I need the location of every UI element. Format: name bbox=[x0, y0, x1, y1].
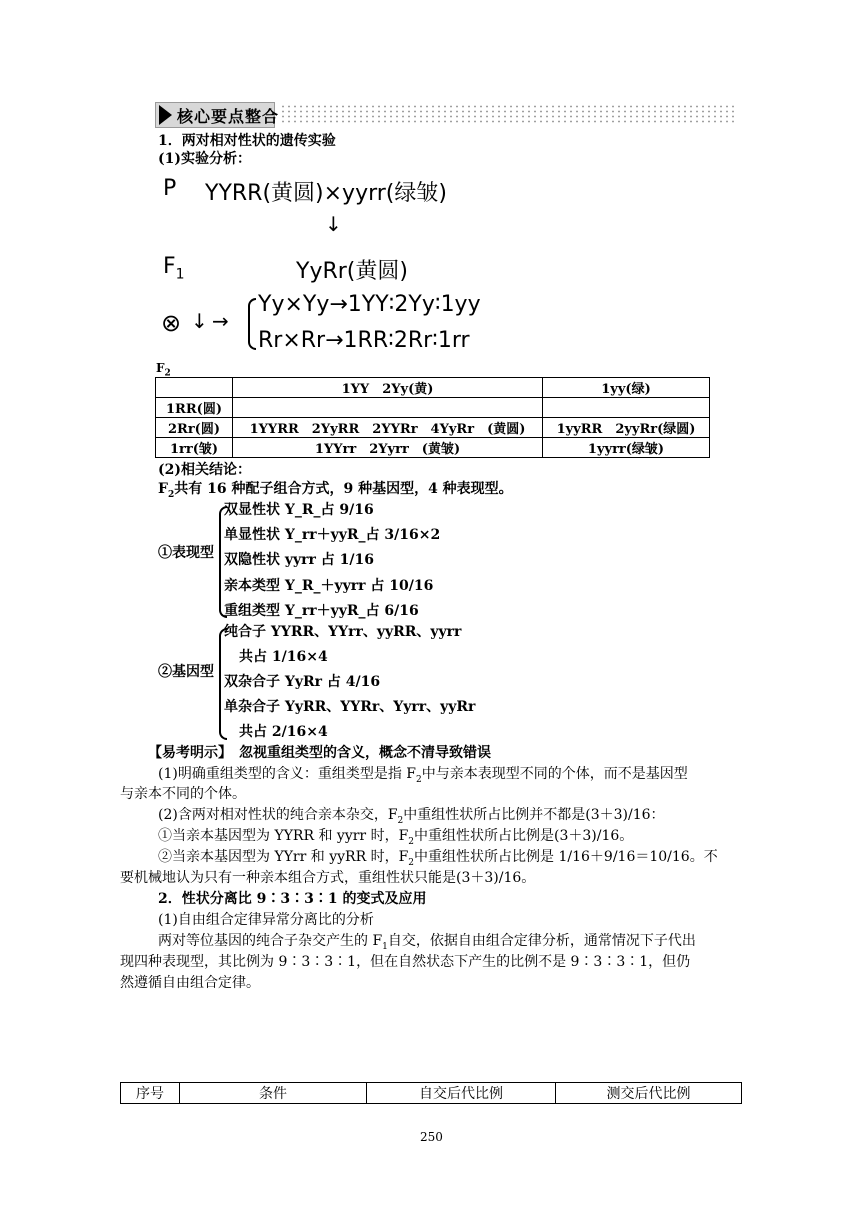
table-cell bbox=[156, 378, 233, 398]
phenotype-item: 双隐性状 yyrr 占 1/16 bbox=[224, 552, 374, 568]
table-row bbox=[156, 398, 710, 418]
table-row bbox=[121, 1083, 742, 1104]
phenotype-item: 双显性状 Y_R_占 9/16 bbox=[224, 502, 374, 518]
phenotype-item: 重组类型 Y_rr＋yyR_占 6/16 bbox=[224, 603, 419, 619]
dotted-divider bbox=[280, 104, 735, 124]
section2-sub1: (1)自由组合定律异常分离比的分析 bbox=[158, 912, 374, 928]
p-cross: YYRR(黄圆)×yyrr(绿皱) bbox=[205, 181, 447, 206]
table-cell bbox=[543, 398, 710, 418]
f2-table-label: $F_2$ bbox=[156, 361, 171, 379]
table-header-cell: 自交后代比例 bbox=[367, 1083, 556, 1104]
genotype-item: 共占 1/16×4 bbox=[239, 649, 328, 665]
f1-value: YyRr(黄圆) bbox=[296, 259, 408, 284]
section2-para-cont2: 然遵循自由组合定律。 bbox=[120, 975, 260, 991]
selfing-down-arrow-icon: ↓ bbox=[191, 309, 208, 333]
table-header-cell: 条件 bbox=[180, 1083, 367, 1104]
table-row bbox=[156, 438, 710, 458]
cross-line-rr: Rr×Rr→1RR∶2Rr∶1rr bbox=[258, 328, 470, 353]
table-cell: 1RR(圆) bbox=[156, 398, 233, 418]
section1-heading: 1．两对相对性状的遗传实验 bbox=[158, 133, 336, 149]
right-arrow-icon: → bbox=[212, 309, 229, 333]
table-cell: 1YYrr 2Yyrr (黄皱) bbox=[233, 438, 543, 458]
table-cell: 1rr(皱) bbox=[156, 438, 233, 458]
table-header-cell: 测交后代比例 bbox=[556, 1083, 742, 1104]
genotype-item: 单杂合子 YyRR、YYRr、Yyrr、yyRr bbox=[224, 699, 476, 715]
table-row bbox=[156, 418, 710, 438]
section1-sub1: (1)实验分析： bbox=[158, 151, 251, 167]
table-cell: 2Rr(圆) bbox=[156, 418, 233, 438]
phenotype-item: 亲本类型 Y_R_＋yyrr 占 10/16 bbox=[224, 578, 434, 594]
table-cell bbox=[233, 398, 543, 418]
section2-para: 两对等位基因的纯合子杂交产生的 $F_1$自交，依据自由组合定律分析，通常情况下子代出 bbox=[158, 933, 696, 952]
section-banner bbox=[155, 102, 280, 128]
banner-title: 核心要点整合 bbox=[177, 107, 280, 126]
phenotype-label: ①表现型 bbox=[158, 545, 214, 561]
section2-heading: 2．性状分离比 9∶3∶3∶1 的变式及应用 bbox=[158, 891, 427, 907]
f1-label: $F_1$ bbox=[163, 254, 185, 283]
table-row bbox=[156, 378, 710, 398]
cross-brace bbox=[248, 298, 256, 350]
f2-table bbox=[155, 377, 710, 458]
genotype-label: ②基因型 bbox=[158, 664, 214, 680]
genotype-item: 纯合子 YYRR、YYrr、yyRR、yyrr bbox=[224, 624, 462, 640]
table-cell: 1yy(绿) bbox=[543, 378, 710, 398]
p-label: P bbox=[163, 176, 177, 201]
table-cell: 1YY 2Yy(黄) bbox=[233, 378, 543, 398]
genotype-item: 双杂合子 YyRr 占 4/16 bbox=[224, 674, 381, 690]
tip-p2: (2)含两对相对性状的纯合亲本杂交，$F_2$中重组性状所占比例并不都是(3＋3)/16： bbox=[158, 807, 665, 826]
table-cell: 1yyrr(绿皱) bbox=[543, 438, 710, 458]
table-cell: 1yyRR 2yyRr(绿圆) bbox=[543, 418, 710, 438]
selfing-icon: ⊗ bbox=[161, 309, 182, 337]
tip-title: 【易考明示】 忽视重组类型的含义，概念不清导致错误 bbox=[148, 745, 491, 761]
table-header-cell: 序号 bbox=[121, 1083, 180, 1104]
tip-p4-cont: 要机械地认为只有一种亲本组合方式，重组性状只能是(3＋3)/16。 bbox=[120, 870, 536, 886]
down-arrow-icon: ↓ bbox=[325, 212, 342, 236]
section2-para-cont: 现四种表现型，其比例为 9∶3∶3∶1，但在自然状态下产生的比例不是 9∶3∶3∶1，但仍 bbox=[120, 954, 691, 970]
tip-p3: ①当亲本基因型为 YYRR 和 yyrr 时，$F_2$中重组性状所占比例是(3＋3)/16。 bbox=[158, 828, 634, 847]
ratio-table bbox=[120, 1082, 742, 1104]
table-cell: 1YYRR 2YyRR 2YYRr 4YyRr (黄圆) bbox=[233, 418, 543, 438]
cross-line-yy: Yy×Yy→1YY∶2Yy∶1yy bbox=[258, 292, 481, 317]
phenotype-item: 单显性状 Y_rr＋yyR_占 3/16×2 bbox=[224, 527, 441, 543]
page-number: 250 bbox=[420, 1130, 443, 1144]
tip-p4: ②当亲本基因型为 YYrr 和 yyRR 时，$F_2$中重组性状所占比例是 1/16＋9/16＝10/16。不 bbox=[158, 849, 718, 868]
conclusion-sub2: (2)相关结论： bbox=[158, 462, 251, 478]
banner-arrow-icon bbox=[159, 105, 172, 125]
tip-p1: (1)明确重组类型的含义：重组类型是指 $F_2$中与亲本表现型不同的个体，而不是基因型 bbox=[158, 766, 688, 785]
genotype-item: 共占 2/16×4 bbox=[239, 724, 328, 740]
conclusion-f2-line: $F_2$共有 16 种配子组合方式，9 种基因型，4 种表现型。 bbox=[158, 481, 513, 500]
tip-p1-cont: 与亲本不同的个体。 bbox=[120, 786, 246, 802]
